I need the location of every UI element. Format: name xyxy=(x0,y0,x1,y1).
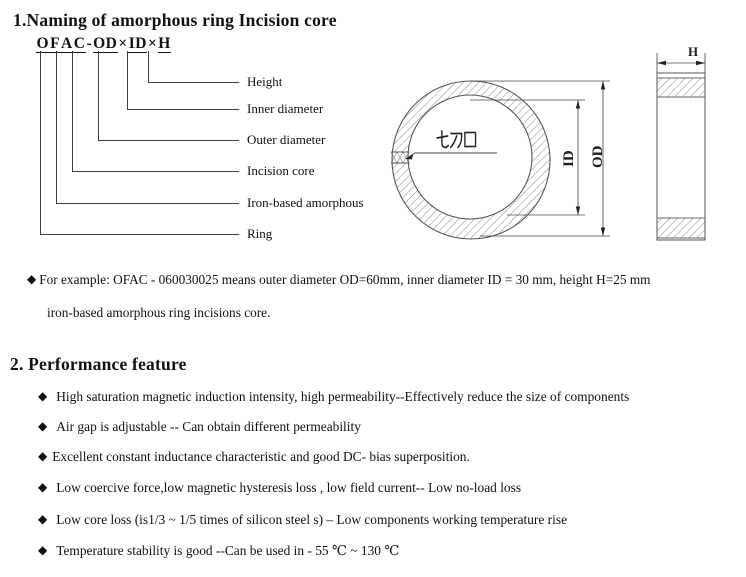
feature-item xyxy=(38,542,399,560)
code-segment: C xyxy=(73,35,86,52)
dim-arrow-right xyxy=(696,61,705,65)
diamond-bullet-icon: ◆ xyxy=(38,543,48,557)
incision-cut xyxy=(391,152,410,163)
feature-text: Low coercive force,low magnetic hysteresis loss , low field current-- Low no-load loss xyxy=(56,480,522,495)
ring-side-view xyxy=(657,44,705,240)
tree-connector-ring xyxy=(40,51,239,235)
height-label: H xyxy=(688,44,699,59)
code-segment: O xyxy=(36,35,50,52)
feature-text: Excellent constant inductance characteristic and good DC- bias superposition. xyxy=(52,449,470,464)
tree-label-ring: Ring xyxy=(247,226,273,241)
example-line-2: iron-based amorphous ring incisions core. xyxy=(47,305,271,320)
code-segment: × xyxy=(147,35,158,52)
diamond-bullet-icon: ◆ xyxy=(38,419,48,433)
outer-diameter-label: OD xyxy=(590,145,606,168)
tree-label-outer-d: Outer diameter xyxy=(247,132,326,147)
feature-text: High saturation magnetic induction intensity, high permeability--Effectively reduce the size of components xyxy=(56,389,630,404)
dim-arrow-up xyxy=(601,81,605,90)
feature-item xyxy=(38,511,567,529)
feature-text: Air gap is adjustable -- Can obtain different permeability xyxy=(56,419,361,434)
example-line-1 xyxy=(27,271,651,289)
dim-arrow-down xyxy=(601,228,605,237)
tree-label-inner-d: Inner diameter xyxy=(247,101,324,116)
inner-diameter-label: ID xyxy=(561,150,577,167)
feature-text: Temperature stability is good --Can be used in - 55 ℃ ~ 130 ℃ xyxy=(56,543,400,558)
code-segment: F xyxy=(50,35,61,52)
code-segment: H xyxy=(158,35,171,52)
code-segment: - xyxy=(86,35,93,52)
feature-item xyxy=(38,418,361,436)
section1-title: 1.Naming of amorphous ring Incision core xyxy=(13,10,337,30)
code-segment: × xyxy=(118,35,128,52)
diamond-bullet-icon: ◆ xyxy=(38,512,48,526)
code-segment: ID xyxy=(128,35,147,52)
section2-title: 2. Performance feature xyxy=(10,354,187,374)
tree-label-incision: Incision core xyxy=(247,163,315,178)
feature-item xyxy=(38,448,470,466)
diamond-bullet-icon: ◆ xyxy=(38,449,48,463)
tree-label-height: Height xyxy=(247,74,283,89)
diamond-bullet-icon: ◆ xyxy=(38,389,48,403)
dim-arrow-left xyxy=(657,61,666,65)
code-segment: A xyxy=(61,35,73,52)
dim-arrow-up xyxy=(576,100,580,109)
example-text-1: For example: OFAC - 060030025 means outer diameter OD=60mm, inner diameter ID = 30 mm, height H=25 mm xyxy=(39,272,651,287)
height-dimension xyxy=(657,44,705,73)
ring-technical-drawing xyxy=(385,36,715,250)
feature-text: Low core loss (is1/3 ~ 1/5 times of silicon steel s) – Low components working temperature rise xyxy=(56,512,568,527)
diamond-bullet-icon: ◆ xyxy=(38,480,48,494)
tree-label-iron: Iron-based amorphous xyxy=(247,195,364,210)
diamond-bullet-icon: ◆ xyxy=(27,272,37,286)
code-segment: OD xyxy=(93,35,118,52)
feature-item xyxy=(38,479,521,497)
feature-item xyxy=(38,388,629,406)
dim-arrow-down xyxy=(576,207,580,216)
